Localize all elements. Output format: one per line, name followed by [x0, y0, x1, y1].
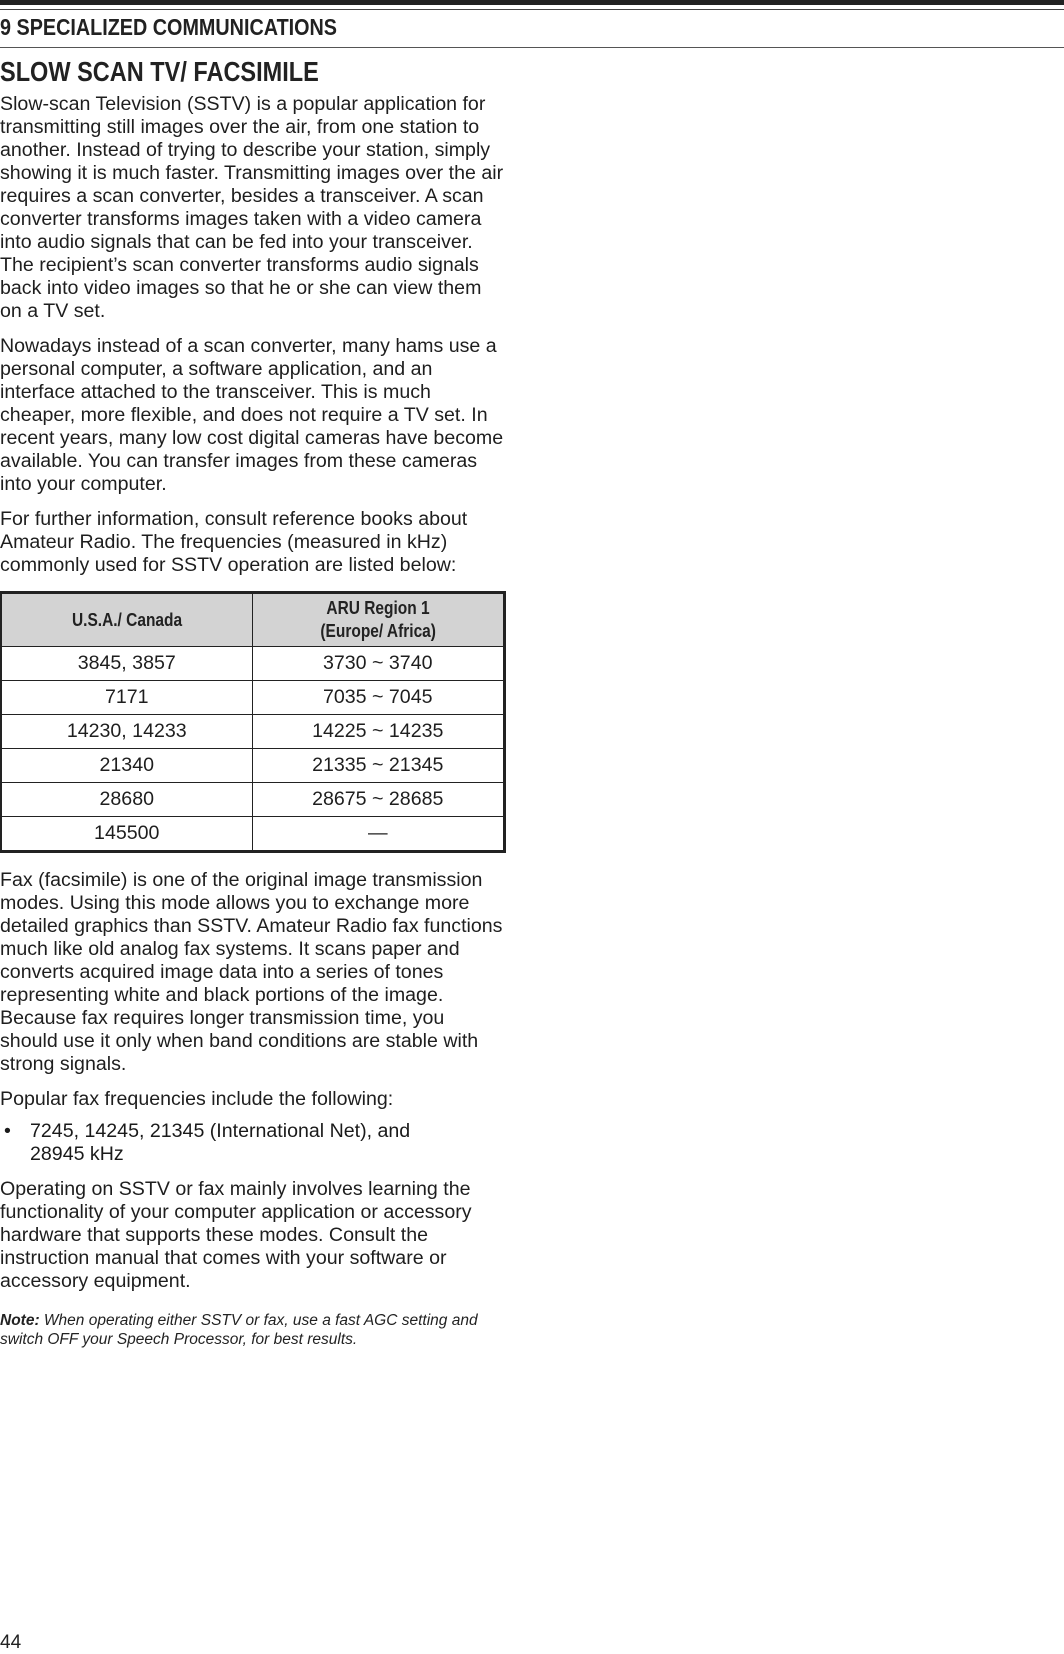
cell-region1: 7035 ~ 7045 [252, 681, 505, 715]
note-label: Note: [0, 1312, 40, 1329]
cell-usa: 14230, 14233 [1, 715, 252, 749]
chapter-rule [0, 47, 1064, 48]
bullet-icon: • [4, 1120, 11, 1142]
header-thin-rule [0, 9, 1064, 10]
fax-frequency-item: 7245, 14245, 21345 (International Net), and 28945 kHz [30, 1120, 411, 1165]
paragraph-fax-intro: Fax (facsimile) is one of the original image transmission modes. Using this mode allows you to exchange more detailed graphics than SSTV. Amateur Radio fax functions much like old analog fax systems. It scans paper and converts acquired image data into a series of tones representing white and black portions of the image. Because fax requires longer transmission time, you should use it only when band conditions are stable with strong signals. [0, 869, 503, 1075]
table-header-row [1, 593, 505, 647]
cell-usa: 145500 [1, 817, 252, 852]
list-item [0, 1120, 506, 1166]
note-text: When operating either SSTV or fax, use a fast AGC setting and switch OFF your Speech Processor, for best results. [0, 1312, 478, 1348]
sstv-frequency-table [0, 591, 506, 853]
paragraph-fax-frequencies: Popular fax frequencies include the following: [0, 1088, 394, 1110]
header-usa-canada: U.S.A./ Canada [1, 593, 252, 647]
cell-region1: 21335 ~ 21345 [252, 749, 505, 783]
cell-region1: 28675 ~ 28685 [252, 783, 505, 817]
page-number: 44 [0, 1632, 22, 1653]
table-row [1, 783, 505, 817]
paragraph-sstv-intro: Slow-scan Television (SSTV) is a popular application for transmitting still images over the air, from one station to another. Instead of trying to describe your station, simply showing it is much faster. Transmitting images over the air requires a scan converter, besides a transceiver. A scan converter transforms images taken with a video camera into audio signals that can be fed into your transceiver. The recipient’s scan converter transforms audio signals back into video images so that he or she can view them on a TV set. [0, 93, 504, 322]
cell-region1: 3730 ~ 3740 [252, 647, 505, 681]
table-row [1, 681, 505, 715]
table-row [1, 647, 505, 681]
cell-usa: 28680 [1, 783, 252, 817]
table-row [1, 817, 505, 852]
cell-region1: 14225 ~ 14235 [252, 715, 505, 749]
header-top-rule [0, 0, 1064, 5]
table-row [1, 715, 505, 749]
section-title: SLOW SCAN TV/ FACSIMILE [0, 56, 319, 87]
header-region1: ARU Region 1 (Europe/ Africa) [252, 593, 505, 647]
cell-usa: 3845, 3857 [1, 647, 252, 681]
table-row [1, 749, 505, 783]
paragraph-references: For further information, consult reference books about Amateur Radio. The frequencies (measured in kHz) commonly used for SSTV operation are listed below: [0, 508, 468, 576]
chapter-heading: 9 SPECIALIZED COMMUNICATIONS [0, 14, 338, 40]
cell-usa: 21340 [1, 749, 252, 783]
note [0, 1311, 506, 1349]
cell-region1: — [252, 817, 505, 852]
paragraph-computer: Nowadays instead of a scan converter, many hams use a personal computer, a software application, and an interface attached to the transceiver. This is much cheaper, more flexible, and does not require a TV set. In recent years, many low cost digital cameras have become available. You can transfer images from these cameras into your computer. [0, 335, 504, 495]
paragraph-operating: Operating on SSTV or fax mainly involves learning the functionality of your computer application or accessory hardware that supports these modes. Consult the instruction manual that comes with your software or accessory equipment. [0, 1178, 472, 1292]
cell-usa: 7171 [1, 681, 252, 715]
main-content [0, 55, 506, 1349]
